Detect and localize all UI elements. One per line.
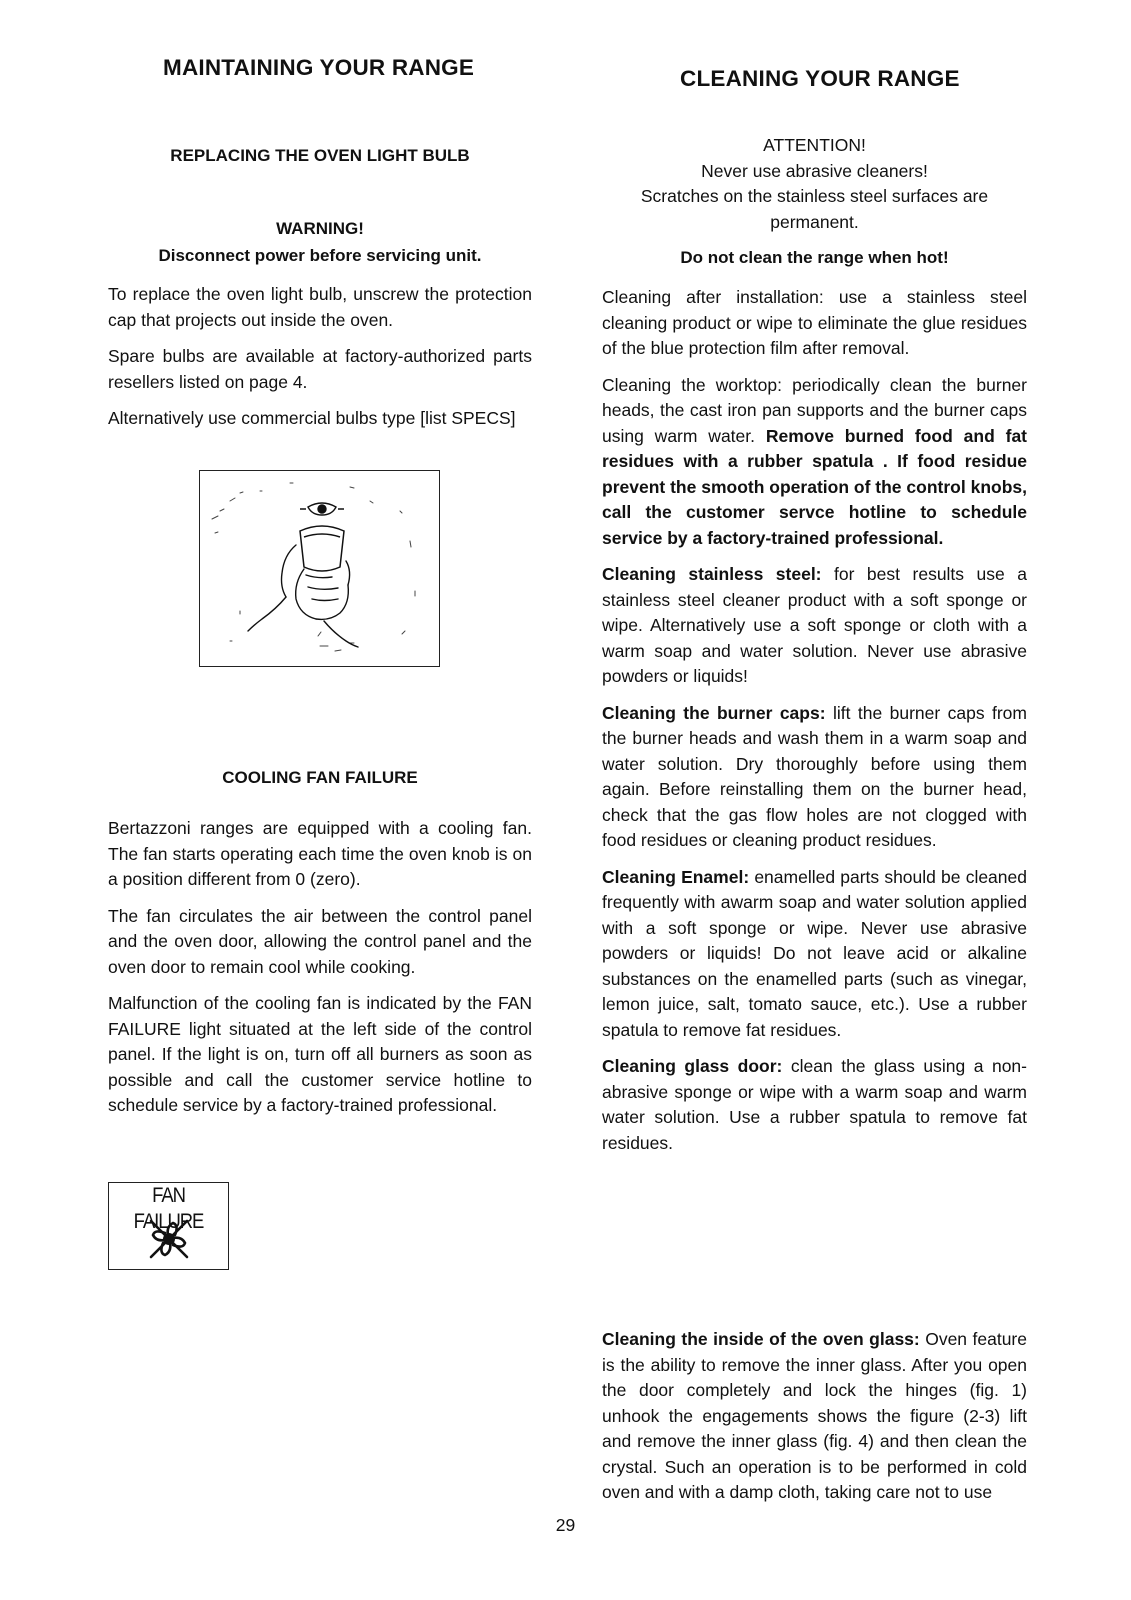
cleaning-enamel-text: enamelled parts should be cleaned frequently with awarm soap and water solution applied with a soft sponge or wipe. Never use abrasive powders or liquids! Do not leave acid or alkaline substances on the enamelled parts (such as vinegar, lemon juice, salt, tomato sauce, etc.). Use a rubber spatula to remove fat residues.	[602, 866, 1027, 1040]
bulb-paragraph-2: Spare bulbs are available at factory-authorized parts resellers listed on page 4.	[108, 346, 532, 392]
bulb-replacement-illustration	[199, 470, 440, 667]
attention-line-3: Scratches on the stainless steel surfaces are	[640, 186, 989, 206]
fan-failure-label: FAN FAILURE	[133, 1184, 204, 1233]
cleaning-glass-door-label: Cleaning glass door:	[602, 1056, 783, 1076]
attention-line-1: ATTENTION!	[763, 135, 866, 155]
cleaning-burner-caps-text: lift the burner caps from the burner heads and wash them in a warm soap and water solution. Dry thoroughly before using them again. Before reinstalling them on the burner head, check that the gas flow holes are not clogged with food residues or cleaning product residues.	[602, 702, 1027, 850]
cleaning-after-installation: Cleaning after installation: use a stainless steel cleaning product or wipe to eliminate the glue residues of the blue protection film after removal.	[602, 287, 1027, 358]
left-column-title: MAINTAINING YOUR RANGE	[163, 55, 475, 80]
cleaning-burner-caps	[602, 701, 1027, 854]
hand-unscrewing-bulb-icon	[200, 471, 438, 665]
page-number: 29	[555, 1515, 576, 1535]
cleaning-stainless-steel-text: for best results use a stainless steel cleaner product with a soft sponge or wipe. Alternatively use a soft sponge or cloth with a warm soap and water solution. Never use abrasive powders or liquids!	[602, 564, 1027, 686]
bulb-paragraphs	[108, 282, 532, 432]
attention-line-2: Never use abrasive cleaners!	[701, 160, 928, 181]
crossed-fan-icon	[145, 1215, 193, 1263]
bulb-paragraph-3: Alternatively use commercial bulbs type [list SPECS]	[108, 408, 516, 428]
warning-text: Disconnect power before servicing unit.	[158, 246, 482, 265]
fan-paragraph-3: Malfunction of the cooling fan is indicated by the FAN FAILURE light situated at the left side of the control panel. If the light is on, turn off all burners as soon as possible and call the customer service hotline to schedule service by a factory-trained professional.	[108, 993, 532, 1115]
cleaning-worktop	[602, 373, 1027, 552]
cleaning-enamel-label: Cleaning Enamel:	[602, 866, 750, 887]
warning-heading: WARNING!	[276, 219, 364, 238]
cleaning-inner-oven-glass	[602, 1327, 1027, 1506]
cleaning-stainless-steel-label: Cleaning stainless steel:	[602, 564, 822, 584]
attention-block	[602, 133, 1027, 235]
attention-line-4: permanent.	[770, 211, 859, 232]
cleaning-inner-oven-glass-label: Cleaning the inside of the oven glass:	[602, 1329, 920, 1349]
right-column	[602, 0, 1027, 1600]
right-column-title: CLEANING YOUR RANGE	[680, 66, 960, 91]
fan-paragraph-1: Bertazzoni ranges are equipped with a cooling fan. The fan starts operating each time the oven knob is on a position different from 0 (zero).	[108, 818, 532, 889]
fan-section-heading: COOLING FAN FAILURE	[222, 768, 418, 787]
cleaning-stainless-steel	[602, 562, 1027, 690]
cleaning-glass-door-text: clean the glass using a non-abrasive sponge or wipe with a warm soap and warm water solution. Use a rubber spatula to remove fat residues.	[602, 1056, 1027, 1153]
left-column	[108, 0, 532, 1600]
fan-failure-indicator	[108, 1182, 229, 1270]
cleaning-inner-oven-glass-text: Oven feature is the ability to remove the inner glass. After you open the door completely and lock the hinges (fig. 1) unhook the engagements shows the figure (2-3) lift and remove the inner glass (fig. 4) and then clean the crystal. Such an operation is to be performed in cold oven and with a damp cloth, taking care not to use	[602, 1329, 1027, 1502]
bulb-section-heading: REPLACING THE OVEN LIGHT BULB	[170, 146, 470, 165]
fan-paragraphs	[108, 816, 532, 1119]
cleaning-worktop-text: Cleaning the worktop: periodically clean the burner heads, the cast iron pan supports and the burner caps using warm water.	[602, 374, 1027, 446]
cleaning-burner-caps-label: Cleaning the burner caps:	[602, 702, 826, 723]
cleaning-worktop-warning: Remove burned food and fat residues with a rubber spatula . If food residue prevent the smooth operation of the control knobs, call the customer servce hotline to schedule service by a factory-trained professional.	[602, 425, 1028, 548]
bulb-paragraph-1: To replace the oven light bulb, unscrew the protection cap that projects out inside the oven.	[108, 284, 532, 330]
cleaning-glass-door	[602, 1054, 1027, 1156]
hot-warning: Do not clean the range when hot!	[680, 248, 949, 267]
fan-paragraph-2: The fan circulates the air between the control panel and the oven door, allowing the control panel and the oven door to remain cool while cooking.	[108, 905, 532, 977]
cleaning-enamel	[602, 865, 1027, 1044]
cleaning-paragraphs	[602, 285, 1027, 1156]
